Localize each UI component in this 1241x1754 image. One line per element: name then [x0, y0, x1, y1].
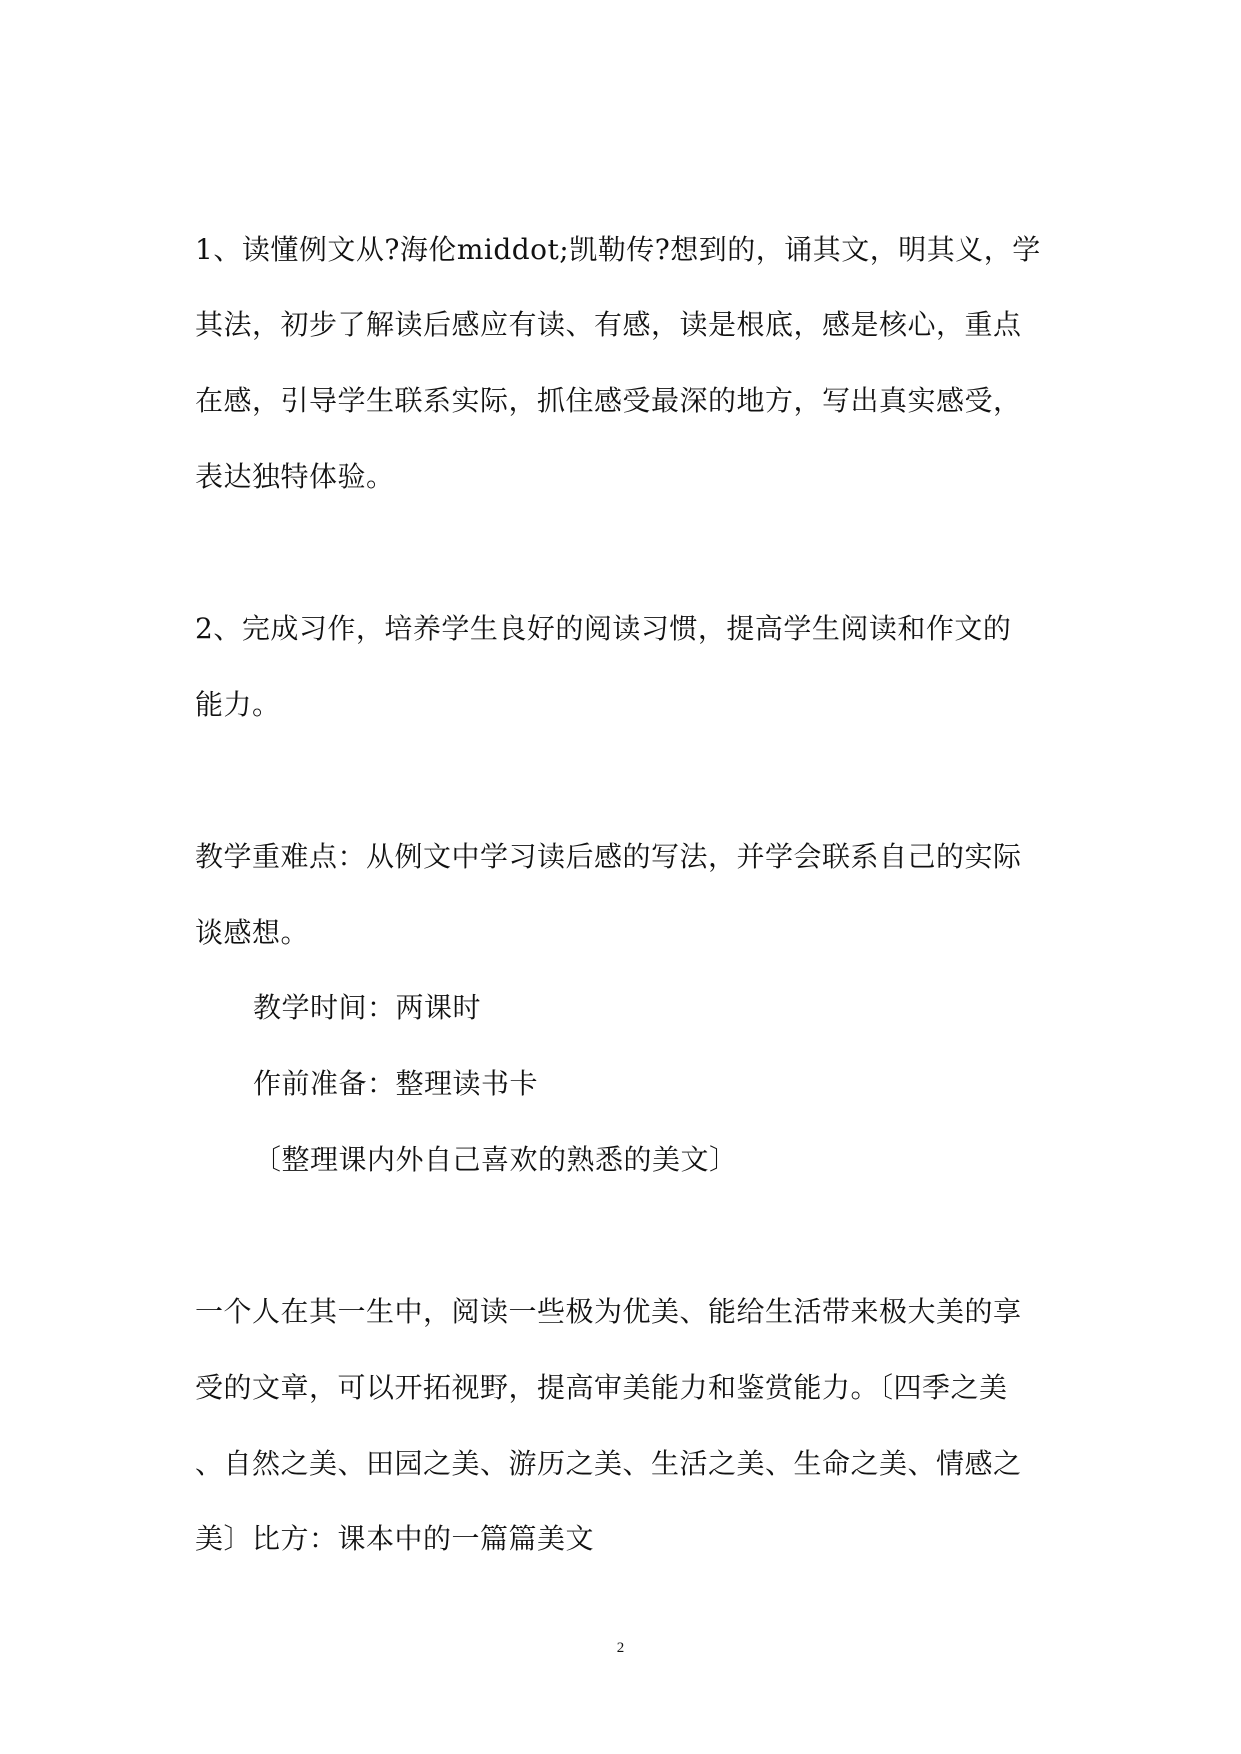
preparation-note: 〔整理课内外自己喜欢的熟悉的美文〕 — [253, 1143, 738, 1176]
paragraph-2-line-2: 能力。 — [195, 688, 281, 721]
difficulty-line-2: 谈感想。 — [195, 916, 310, 949]
paragraph-3-line-4: 美〕比方：课本中的一篇篇美文 — [195, 1522, 595, 1555]
paragraph-1-line-3: 在感，引导学生联系实际，抓住感受最深的地方，写出真实感受， — [195, 384, 1022, 417]
paragraph-1-line-4: 表达独特体验。 — [195, 460, 395, 493]
preparation: 作前准备：整理读书卡 — [253, 1067, 539, 1100]
paragraph-1-line-1: 1、读懂例文从?海伦middot;凯勒传?想到的，诵其文，明其义，学 — [195, 233, 1041, 266]
paragraph-1-line-2: 其法，初步了解读后感应有读、有感，读是根底，感是核心，重点 — [195, 308, 1022, 341]
paragraph-3-line-3: 、自然之美、田园之美、游历之美、生活之美、生命之美、情感之 — [195, 1447, 1022, 1480]
page-number: 2 — [616, 1640, 625, 1656]
difficulty-line-1: 教学重难点：从例文中学习读后感的写法，并学会联系自己的实际 — [195, 840, 1022, 873]
paragraph-2-line-1: 2、完成习作，培养学生良好的阅读习惯，提高学生阅读和作文的 — [195, 612, 1012, 645]
paragraph-3-line-1: 一个人在其一生中，阅读一些极为优美、能给生活带来极大美的享 — [195, 1295, 1022, 1328]
teaching-time: 教学时间：两课时 — [253, 991, 482, 1024]
paragraph-3-line-2: 受的文章，可以开拓视野，提高审美能力和鉴赏能力。〔四季之美 — [195, 1371, 1008, 1404]
